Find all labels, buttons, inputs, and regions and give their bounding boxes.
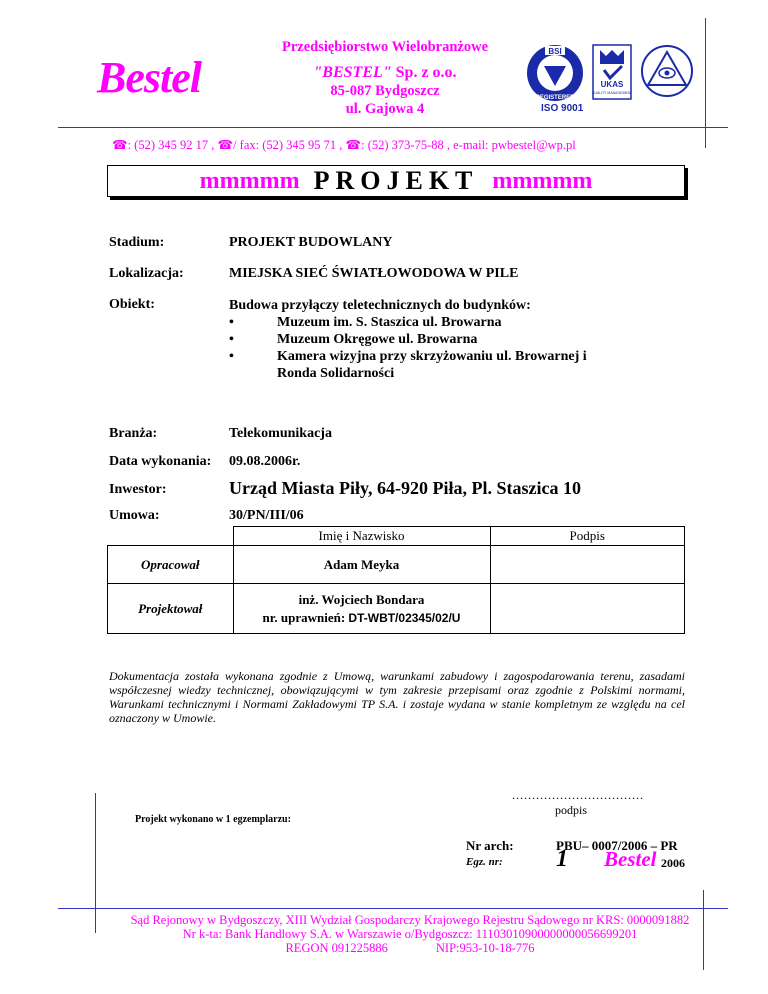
- license-number: DT-WBT/02345/02/U: [348, 610, 461, 625]
- rule-top: [58, 127, 728, 128]
- rule-top-vertical: [705, 18, 706, 148]
- signature-cell: [490, 584, 685, 634]
- name-cell: Adam Meyka: [233, 546, 490, 584]
- list-item: • Muzeum im. S. Staszica ul. Browarna: [229, 314, 609, 331]
- lokalizacja-value: MIEJSKA SIEĆ ŚWIATŁOWODOWA W PILE: [229, 266, 519, 281]
- umowa-label: Umowa:: [109, 508, 160, 523]
- iso-label: ISO 9001: [541, 103, 584, 114]
- designer-name: inż. Wojciech Bondara: [298, 591, 425, 607]
- svg-text:BSI: BSI: [548, 47, 562, 56]
- stadium-label: Stadium:: [109, 235, 165, 250]
- column-header-name: Imię i Nazwisko: [233, 527, 490, 546]
- svg-text:REGISTERED: REGISTERED: [535, 95, 575, 101]
- footer-regon: REGON 091225886: [285, 941, 388, 955]
- company-address: [250, 38, 520, 118]
- footer-line3: [100, 941, 720, 955]
- table-row: [108, 584, 685, 634]
- table-header-row: [108, 527, 685, 546]
- signature-label: podpis: [555, 803, 588, 817]
- ornament-left: mmmmm: [199, 167, 300, 194]
- company-street: ul. Gajowa 4: [345, 101, 425, 117]
- project-banner: [107, 165, 685, 197]
- license-line: [235, 609, 489, 627]
- footer-line1: Sąd Rejonowy w Bydgoszczy, XIII Wydział Gospodarczy Krajowego Rejestru Sądowego nr KRS: 0000091882: [130, 913, 690, 927]
- rule-bottom: [58, 908, 728, 909]
- copy-brand: Bestel: [604, 847, 657, 871]
- data-wykonania-label: Data wykonania:: [109, 454, 212, 469]
- company-name: "BESTEL": [313, 64, 392, 81]
- compliance-note: Dokumentacja została wykonana zgodnie z Umową, warunkami zabudowy i zagospodarowania terenu, zasadami współczesnej wiedzy technicznej, obowiązującymi w tym zakresie przepisami oraz zgodnie z Polskimi normami, Warunkami technicznymi i Normami Zakładowymi TP S.A. i zostaje wydana w stanie kompletnym ze względu na cel oznaczony w Umowie.: [109, 669, 685, 725]
- company-legal-form: Sp. z o.o.: [391, 64, 457, 81]
- role-cell: Opracował: [108, 546, 234, 584]
- company-line1: Przedsiębiorstwo Wielobranżowe: [281, 39, 489, 55]
- signature-table: [107, 526, 685, 634]
- signature-cell: [490, 546, 685, 584]
- umowa-value: 30/PN/III/06: [229, 508, 304, 523]
- footer-registry: [100, 913, 720, 955]
- copy-number-value: 1: [556, 846, 568, 872]
- license-label: nr. uprawnień:: [262, 609, 349, 625]
- obiekt-list: [229, 314, 609, 382]
- company-postcode: 85-087 Bydgoszcz: [330, 83, 440, 99]
- lokalizacja-label: Lokalizacja:: [109, 266, 184, 281]
- column-header-signature: Podpis: [490, 527, 685, 546]
- role-cell: Projektował: [108, 584, 234, 634]
- signature-dots: .................................: [512, 788, 644, 802]
- ornament-right: mmmmm: [492, 167, 593, 194]
- obiekt-label: Obiekt:: [109, 297, 155, 312]
- stadium-value: PROJEKT BUDOWLANY: [229, 235, 393, 250]
- table-row: [108, 546, 685, 584]
- rule-bottom-left-vertical: [95, 793, 96, 933]
- branza-value: Telekomunikacja: [229, 426, 332, 441]
- inwestor-label: Inwestor:: [109, 482, 167, 497]
- obiekt-intro: Budowa przyłączy teletechnicznych do budynków:: [229, 298, 531, 313]
- ukas-badge: [592, 44, 632, 100]
- copy-year: 2006: [661, 856, 685, 870]
- bsi-registered-badge: [524, 42, 586, 104]
- company-logo: Bestel: [97, 53, 201, 102]
- name-cell: [233, 584, 490, 634]
- inwestor-value: Urząd Miasta Piły, 64-920 Piła, Pl. Staszica 10: [229, 478, 581, 498]
- copy-number-label: Egz. nr:: [466, 856, 503, 868]
- footer-line2: Nr k-ta: Bank Handlowy S.A. w Warszawie o/Bydgoszcz: 11103010900000000056699201: [182, 927, 638, 941]
- archive-number-value: PBU– 0007/2006 – PR: [556, 838, 678, 853]
- svg-text:QUALITY MANAGEMENT: QUALITY MANAGEMENT: [592, 91, 632, 95]
- triangle-eye-badge: [640, 44, 694, 98]
- list-item: • Muzeum Okręgowe ul. Browarna: [229, 331, 609, 348]
- company-line2: [250, 64, 520, 82]
- archive-number-label: Nr arch:: [466, 838, 514, 853]
- branza-label: Branża:: [109, 426, 158, 441]
- obiekt-value: [229, 297, 609, 382]
- footer-nip: NIP:953-10-18-776: [435, 941, 535, 955]
- copies-text: Projekt wykonano w 1 egzemplarzu:: [135, 814, 291, 825]
- svg-text:UKAS: UKAS: [600, 80, 624, 89]
- list-item: • Kamera wizyjna przy skrzyżowaniu ul. Browarnej i Ronda Solidarności: [229, 348, 609, 382]
- data-wykonania-value: 09.08.2006r.: [229, 454, 301, 469]
- banner-title: PROJEKT: [313, 166, 479, 195]
- contact-line: ☎: (52) 345 92 17 , ☎/ fax: (52) 345 95 71 , ☎: (52) 373-75-88 , e-mail: pwbestel@wp.pl: [112, 138, 576, 152]
